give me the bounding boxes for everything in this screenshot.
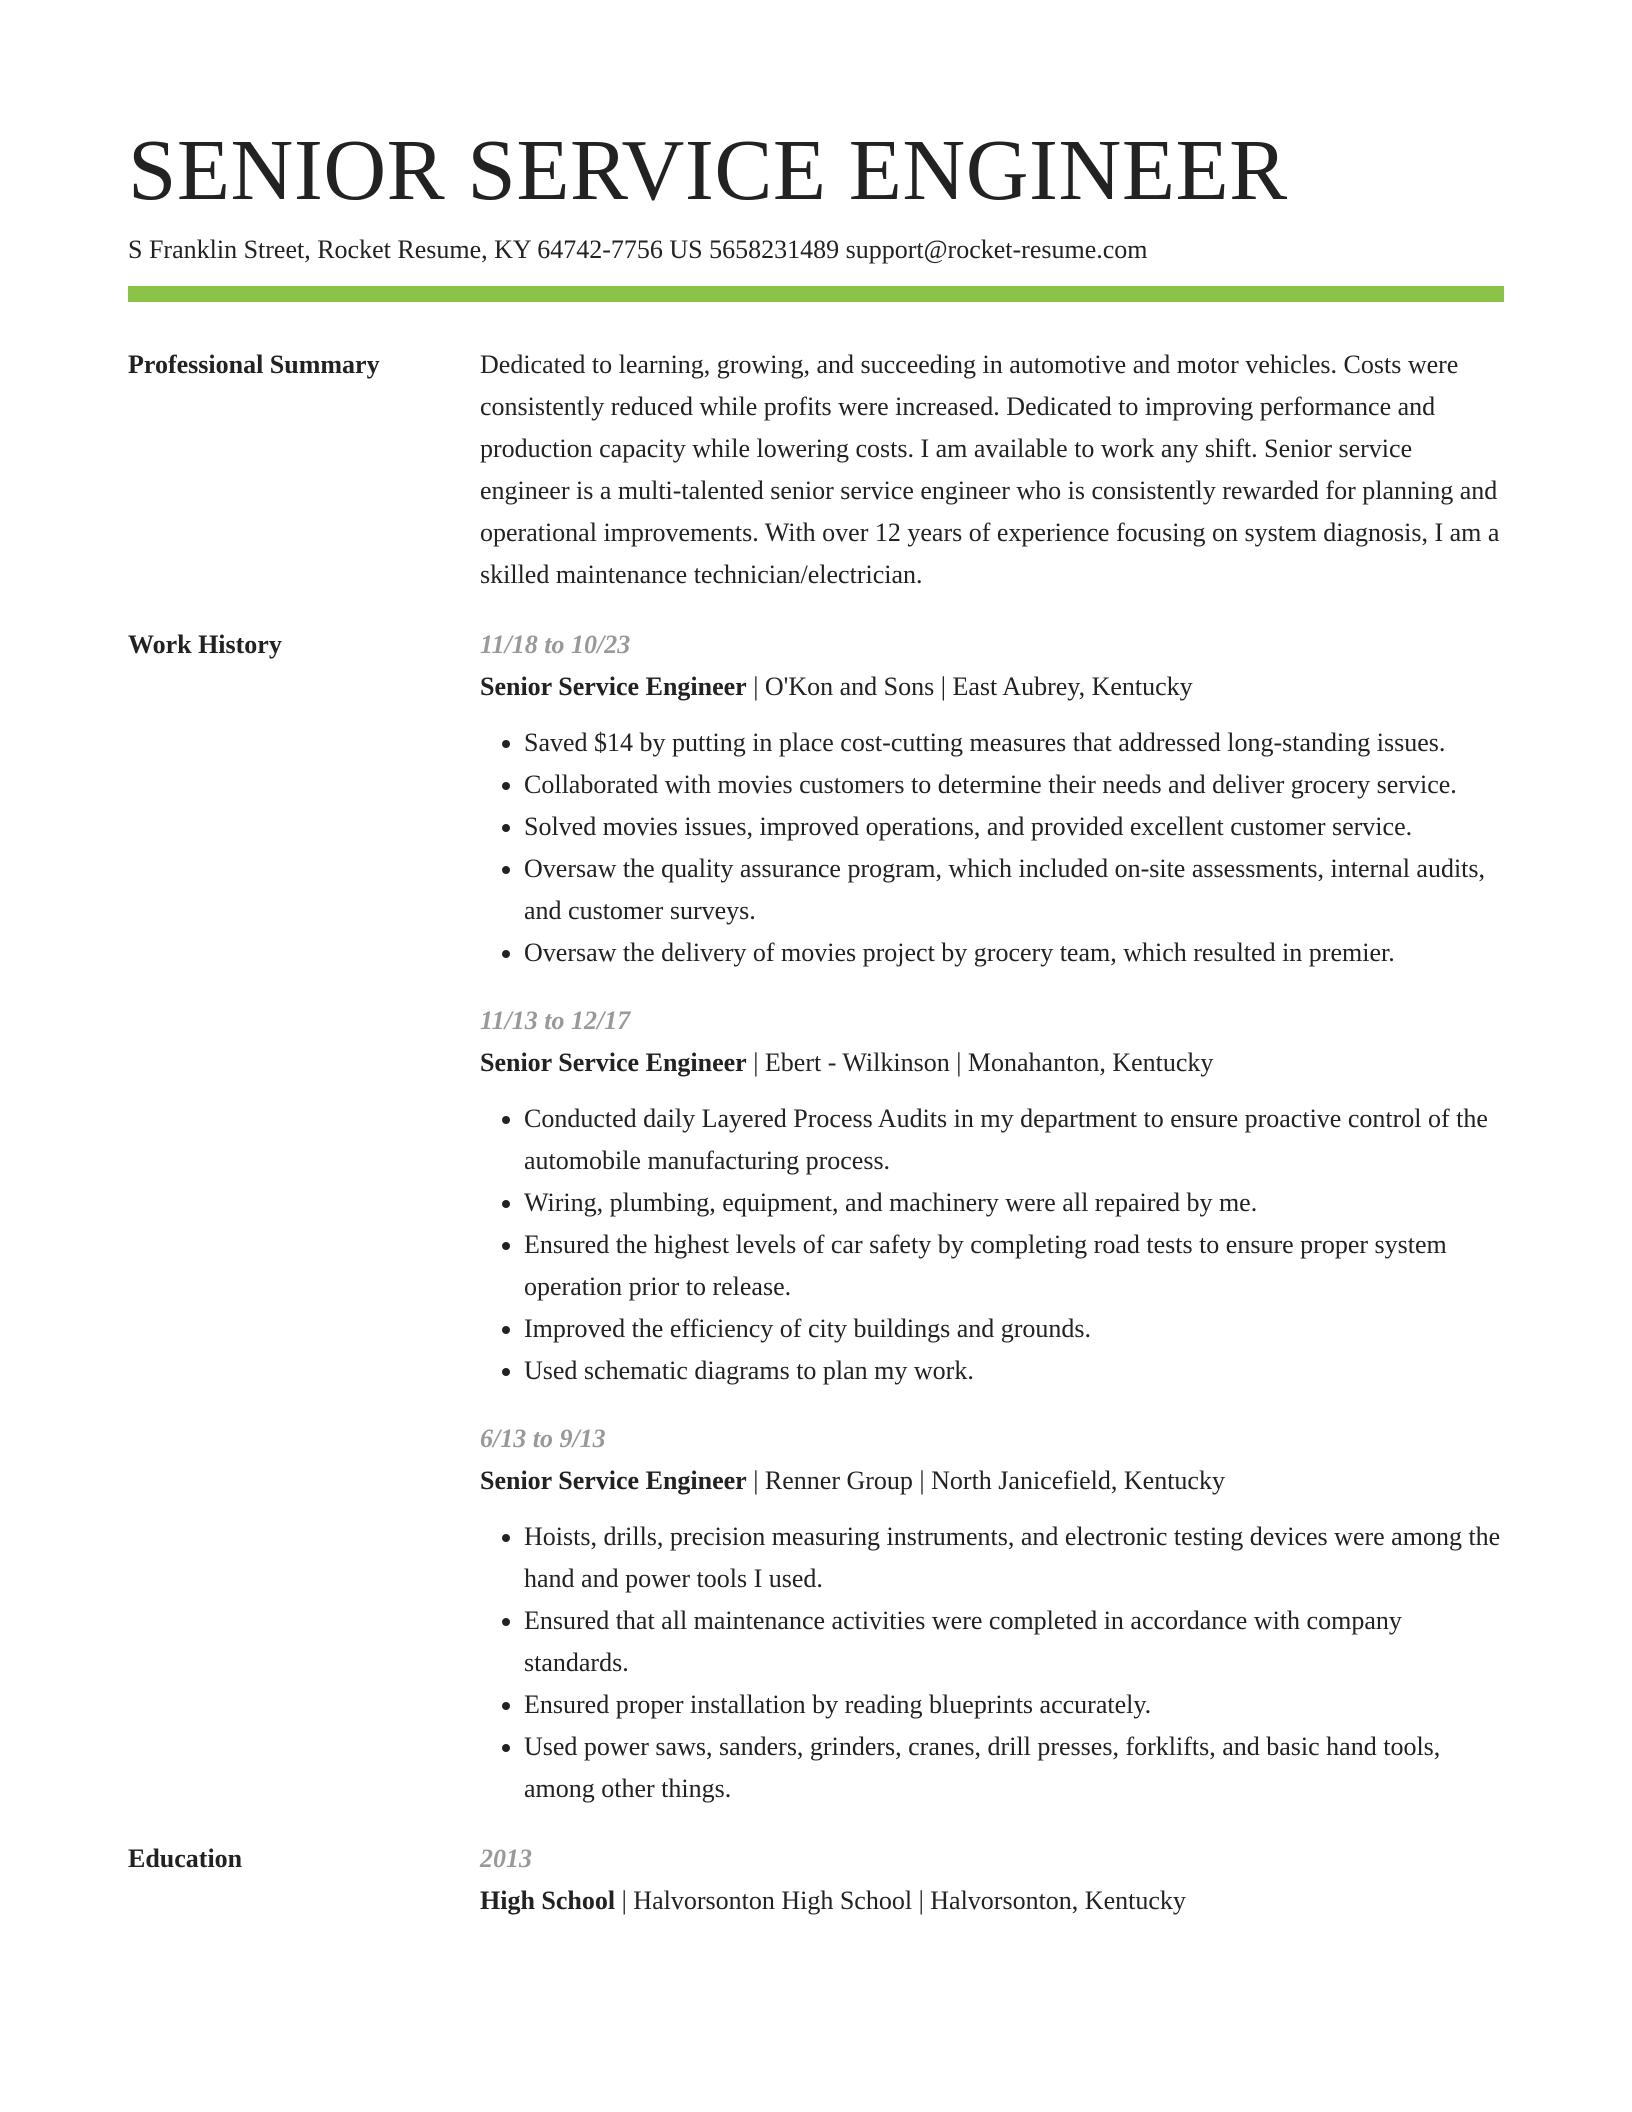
section-label-education: Education [128,1844,243,1873]
contact-line: S Franklin Street, Rocket Resume, KY 64742-7756 US 5658231489 support@rocket-resume.com [128,235,1148,264]
job-bullet: • Used power saws, sanders, grinders, cranes, drill presses, forklifts, and basic hand tools, among other things. [524,1726,1504,1810]
job-bullet: • Used schematic diagrams to plan my work. [524,1350,1504,1392]
section-label-professional-summary: Professional Summary [128,350,380,379]
job-details: | O'Kon and Sons | East Aubrey, Kentucky [746,672,1193,701]
job-bullet: • Ensured that all maintenance activities were completed in accordance with company standards. [524,1600,1504,1684]
job-details: | Ebert - Wilkinson | Monahanton, Kentucky [746,1048,1214,1077]
job-entry [480,624,1504,974]
education-heading [480,1880,1504,1922]
education-details: | Halvorsonton High School | Halvorsonton, Kentucky [615,1886,1186,1915]
header-divider [128,286,1504,302]
work-history-section [128,632,1504,1810]
section-label-work-history: Work History [128,630,282,659]
professional-summary-section [128,352,1504,596]
summary-text: Dedicated to learning, growing, and succeeding in automotive and motor vehicles. Costs were consistently reduced while profits were increased. Dedicated to improving performance and production capacity while lowering costs. I am available to work any shift. Senior service engineer is a multi-talented senior service engineer who is consistently rewarded for planning and operational improvements. With over 12 years of experience focusing on system diagnosis, I am a skilled maintenance technician/electrician. [480,350,1500,589]
job-title: Senior Service Engineer [480,1048,747,1077]
job-bullets [480,722,1504,974]
resume-page [128,0,1504,1922]
job-bullet: • Oversaw the quality assurance program, which included on-site assessments, internal audits, and customer surveys. [524,848,1504,932]
job-bullet: • Collaborated with movies customers to determine their needs and deliver grocery service. [524,764,1504,806]
job-entry [480,1418,1504,1810]
education-degree: High School [480,1886,616,1915]
resume-title: SENIOR SERVICE ENGINEER [128,121,1288,218]
job-bullet: • Oversaw the delivery of movies project by grocery team, which resulted in premier. [524,932,1504,974]
job-bullet: • Improved the efficiency of city buildings and grounds. [524,1308,1504,1350]
job-title: Senior Service Engineer [480,1466,747,1495]
job-details: | Renner Group | North Janicefield, Kentucky [746,1466,1225,1495]
job-bullet: • Conducted daily Layered Process Audits in my department to ensure proactive control of the automobile manufacturing process. [524,1098,1504,1182]
job-heading [480,1460,1504,1502]
job-bullet: • Ensured the highest levels of car safety by completing road tests to ensure proper system operation prior to release. [524,1224,1504,1308]
job-dates: 11/18 to 10/23 [480,630,631,659]
job-heading [480,666,1504,708]
job-dates: 11/13 to 12/17 [480,1006,631,1035]
job-bullet: • Ensured proper installation by reading blueprints accurately. [524,1684,1504,1726]
job-heading [480,1042,1504,1084]
job-bullet: • Saved $14 by putting in place cost-cutting measures that addressed long-standing issues. [524,722,1504,764]
education-dates: 2013 [480,1844,532,1873]
education-entry [480,1838,1504,1922]
job-bullet: • Wiring, plumbing, equipment, and machinery were all repaired by me. [524,1182,1504,1224]
job-bullets [480,1098,1504,1392]
job-title: Senior Service Engineer [480,672,747,701]
job-bullets [480,1516,1504,1810]
job-bullet: • Solved movies issues, improved operations, and provided excellent customer service. [524,806,1504,848]
education-section [128,1846,1504,1922]
job-bullet: • Hoists, drills, precision measuring instruments, and electronic testing devices were among the hand and power tools I used. [524,1516,1504,1600]
job-entry [480,1000,1504,1392]
job-dates: 6/13 to 9/13 [480,1424,606,1453]
